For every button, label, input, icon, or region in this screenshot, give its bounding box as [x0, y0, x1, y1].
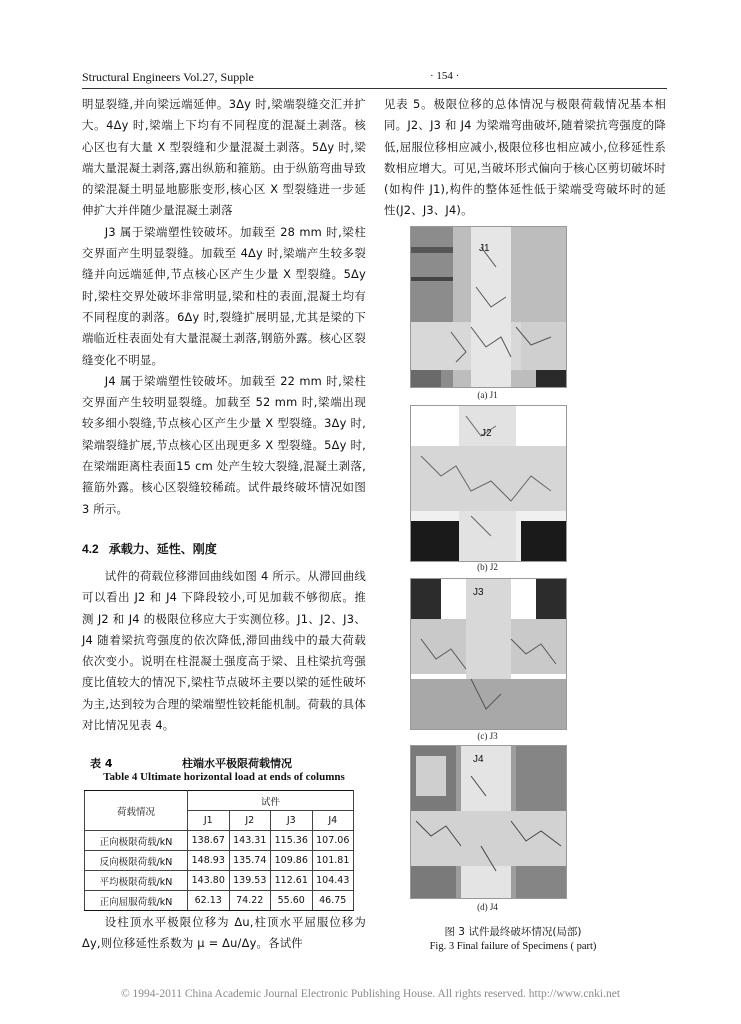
- table-number: 表 4: [90, 757, 113, 770]
- panel-tag-j4: J4: [473, 754, 484, 765]
- table-row-label: 平均极限荷载/kN: [85, 871, 188, 891]
- header-rule: [82, 88, 667, 89]
- figure-photo-j3: [410, 578, 567, 730]
- table-cell: 148.93: [188, 851, 230, 871]
- figure-label-c: (c) J3: [477, 731, 498, 741]
- figure-photo-j2: [410, 405, 567, 562]
- table-cell: 74.22: [229, 891, 271, 911]
- figure-label-a: (a) J1: [477, 390, 498, 400]
- paragraph-j4: J4 属于梁端塑性铰破坏。加载至 22 mm 时,梁柱交界面产生较明显裂缝。加载至 52 mm 时,梁端出现较多细小裂缝,节点核心区产生少量 X 型裂缝。3Δy 时,梁端裂缝扩展,节点核心区出现更多 X 型裂缝。5Δy 时,在梁端距离柱表面15 cm 处产生较大裂缝,混凝土剥落,箍筋外露。核心区裂缝较稀疏。试件最终破坏情况如图 3 所示。: [82, 373, 366, 516]
- table-cell: 55.60: [271, 891, 313, 911]
- table-cell: 46.75: [312, 891, 354, 911]
- paragraph-j2-continued: 明显裂缝,并向梁远端延伸。3Δy 时,梁端裂缝交汇并扩大。4Δy 时,梁端上下均有不同程度的混凝土剥落。核心区也有大量 X 型裂缝和少量混凝土剥落。5Δy 时,梁端大量混凝土剥落,露出纵筋和箍筋。由于纵筋弯曲导致的梁混凝土明显地膨胀变形,核心区 X 型裂缝进一步延伸扩大并伴随少量混凝土剥落: [82, 97, 366, 218]
- page-number: · 154 ·: [430, 70, 460, 82]
- table-col-header: J2: [229, 811, 271, 831]
- table-row: [85, 851, 354, 871]
- right-column-text: [384, 94, 666, 222]
- figure-caption-en: Fig. 3 Final failure of Specimens ( part): [429, 941, 597, 952]
- table-title-cn: 柱端水平极限荷载情况: [182, 757, 292, 770]
- table-row-label: 正向屈服荷载/kN: [85, 891, 188, 911]
- section-title: 承载力、延性、刚度: [108, 542, 217, 556]
- panel-tag-j1: J1: [479, 243, 490, 254]
- panel-tag-j2: J2: [481, 428, 492, 439]
- table-col-header: J1: [188, 811, 230, 831]
- copyright-footer: © 1994-2011 China Academic Journal Electronic Publishing House. All rights reserved. http://www.cnki.net: [120, 988, 621, 1000]
- table-col-header: J3: [271, 811, 313, 831]
- figure-label-b: (b) J2: [477, 562, 498, 572]
- paragraph-j3: J3 属于梁端塑性铰破坏。加载至 28 mm 时,梁柱交界面产生明显裂缝。加载至 4Δy 时,梁端产生较多裂缝并向远端延伸,节点核心区产生少量 X 型裂缝。5Δy 时,梁柱交界处破坏非常明显,梁和柱的表面,混凝土均有不同程度的剥落。6Δy 时,裂缝扩展明显,尤其是梁的下端临近柱表面处有大量混凝土剥落,钢筋外露。核心区裂缝变化不明显。: [82, 224, 366, 367]
- journal-name: Structural Engineers Vol.27, Supple: [82, 70, 254, 84]
- section-number: 4.2: [82, 542, 99, 556]
- table-col-header: J4: [312, 811, 354, 831]
- left-column-top: [82, 94, 366, 520]
- table-caption-en: Table 4 Ultimate horizontal load at ends of columns: [103, 771, 345, 783]
- table-cell: 139.53: [229, 871, 271, 891]
- table-row: [85, 871, 354, 891]
- table-cell: 104.43: [312, 871, 354, 891]
- table-group-header: 试件: [188, 791, 354, 811]
- table-cell: 143.31: [229, 831, 271, 851]
- paragraph-hysteresis: 试件的荷载位移滞回曲线如图 4 所示。从滞回曲线可以看出 J2 和 J4 下降段较小,可见加载不够彻底。推测 J2 和 J4 的极限位移应大于实测位移。J1、J2、J3、J4 随着梁抗弯强度的依次降低,滞回曲线中的最大荷载依次变小。说明在柱混凝土强度高于梁、且柱梁抗弯强度比值较大的情况下,梁柱节点破坏主要以梁的延性破坏为主,达到较为合理的梁端塑性铰耗能机制。荷载的具体对比情况见表 4。: [82, 569, 366, 733]
- left-column-bottom: [82, 912, 366, 955]
- running-header: [82, 68, 667, 88]
- left-column-middle: [82, 566, 366, 736]
- table-cell: 62.13: [188, 891, 230, 911]
- figure-label-d: (d) J4: [477, 902, 498, 912]
- table-cell: 109.86: [271, 851, 313, 871]
- panel-tag-j3: J3: [473, 587, 484, 598]
- table-row-label: 反向极限荷载/kN: [85, 851, 188, 871]
- table-cell: 135.74: [229, 851, 271, 871]
- paragraph-ductility: 设柱顶水平极限位移为 Δu,柱顶水平屈服位移为 Δy,则位移延性系数为 μ = Δu/Δy。各试件: [82, 915, 366, 951]
- table-row-label: 正向极限荷载/kN: [85, 831, 188, 851]
- table-cell: 101.81: [312, 851, 354, 871]
- table-row-header: 荷载情况: [85, 791, 188, 831]
- table-cell: 112.61: [271, 871, 313, 891]
- table-cell: 107.06: [312, 831, 354, 851]
- table-cell: 115.36: [271, 831, 313, 851]
- table-cell: 143.80: [188, 871, 230, 891]
- figure-photo-j1: [410, 226, 567, 388]
- table-row: [85, 891, 354, 911]
- table-cell: 138.67: [188, 831, 230, 851]
- section-heading-4-2: [82, 540, 217, 557]
- table-row: [85, 831, 354, 851]
- ultimate-load-table: [84, 790, 354, 911]
- figure-photo-j4: [410, 745, 567, 899]
- figure-caption-cn: 图 3 试件最终破坏情况(局部): [444, 926, 582, 938]
- paragraph-displacement: 见表 5。极限位移的总体情况与极限荷载情况基本相同。J2、J3 和 J4 为梁端弯曲破坏,随着梁抗弯强度的降低,屈服位移相应减小,极限位移也相应减小,位移延性系数相应增大。可见,当破坏形式偏向于核心区剪切破坏时(如构件 J1),构件的整体延性低于梁端受弯破坏时的延性(J2、J3、J4)。: [384, 97, 666, 218]
